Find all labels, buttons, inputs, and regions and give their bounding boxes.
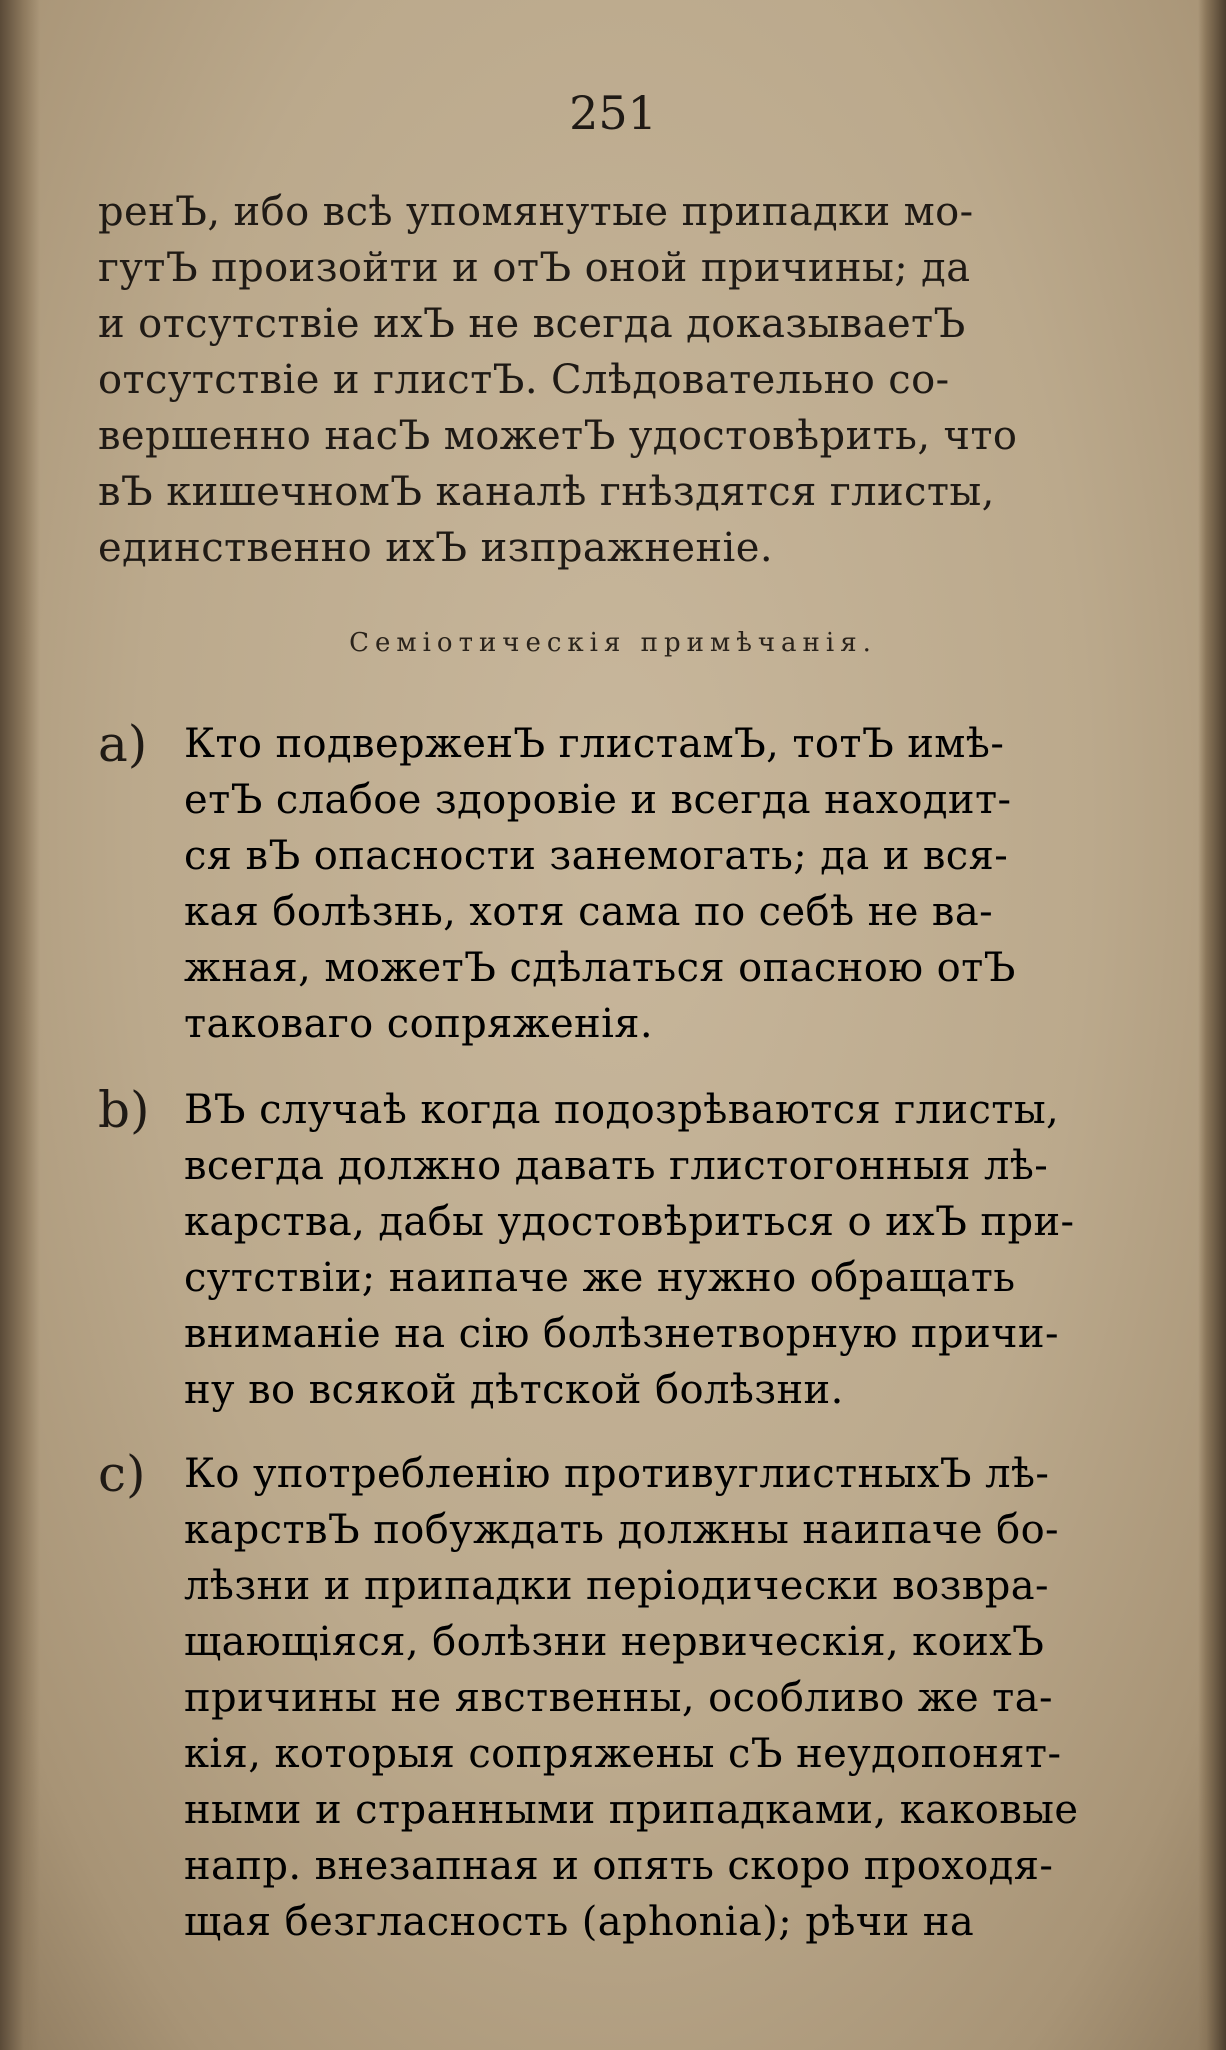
text-line: вЪ кишечномЪ каналѣ гнѣздятся глисты, xyxy=(98,469,995,515)
text-line: етЪ слабое здоровіе и всегда находит- xyxy=(184,777,1012,823)
text-line: щающіяся, болѣзни нервическія, коихЪ xyxy=(184,1619,1045,1665)
intro-paragraph xyxy=(98,184,1200,576)
text-line: гутЪ произойти и отЪ оной причины; да xyxy=(98,245,971,291)
item-body xyxy=(184,1446,1200,1950)
text-line: щая безгласность (aphonia); рѣчи на xyxy=(184,1899,975,1945)
text-line: кія, которыя сопряжены сЪ неудопонят- xyxy=(184,1731,1062,1777)
page-edge-left xyxy=(0,0,40,2050)
text-line: отсутствіе и глистЪ. Слѣдовательно со- xyxy=(98,357,950,403)
text-line: кая болѣзнь, хотя сама по себѣ не ва- xyxy=(184,889,993,935)
text-line: ВЪ случаѣ когда подозрѣваются глисты, xyxy=(184,1087,1060,1133)
text-line: и отсутствіе ихЪ не всегда доказываетЪ xyxy=(98,301,966,347)
text-line: вниманіе на сію болѣзнетворную причи- xyxy=(184,1311,1059,1357)
section-heading: Семіотическія примѣчанія. xyxy=(349,628,877,658)
item-body xyxy=(184,716,1200,1052)
item-marker: a) xyxy=(98,715,148,773)
text-line: ренЪ, ибо всѣ упомянутые припадки мо- xyxy=(98,189,974,235)
item-marker: b) xyxy=(98,1081,150,1139)
text-line: ными и странными припадками, каковые xyxy=(184,1787,1079,1833)
text-line: ну во всякой дѣтской болѣзни. xyxy=(184,1367,844,1413)
text-line: карствЪ побуждать должны наипаче бо- xyxy=(184,1507,1059,1553)
text-line: напр. внезапная и опять скоро проходя- xyxy=(184,1843,1054,1889)
text-line: ся вЪ опасности занемогать; да и вся- xyxy=(184,833,1009,879)
text-line: причины не явственны, особливо же та- xyxy=(184,1675,1053,1721)
page-number: 251 xyxy=(569,86,657,140)
item-body xyxy=(184,1082,1200,1418)
text-line: всегда должно давать глистогонныя лѣ- xyxy=(184,1143,1049,1189)
page-edge-right xyxy=(1198,0,1226,2050)
text-line: единственно ихЪ изпражненіе. xyxy=(98,525,773,571)
text-line: таковаго сопряженія. xyxy=(184,1001,654,1047)
text-line: Кто подверженЪ глистамЪ, тотЪ имѣ- xyxy=(184,721,1005,767)
text-line: Ко употребленію противуглистныхЪ лѣ- xyxy=(184,1451,1050,1497)
text-line: лѣзни и припадки періодически возвра- xyxy=(184,1563,1049,1609)
text-line: вершенно насЪ можетЪ удостовѣрить, что xyxy=(98,413,1018,459)
text-line: карства, дабы удостовѣриться о ихЪ при- xyxy=(184,1199,1075,1245)
text-line: жная, можетЪ сдѣлаться опасною отЪ xyxy=(184,945,1016,991)
item-marker: c) xyxy=(98,1445,146,1503)
text-line: сутствіи; наипаче же нужно обращать xyxy=(184,1255,1016,1301)
